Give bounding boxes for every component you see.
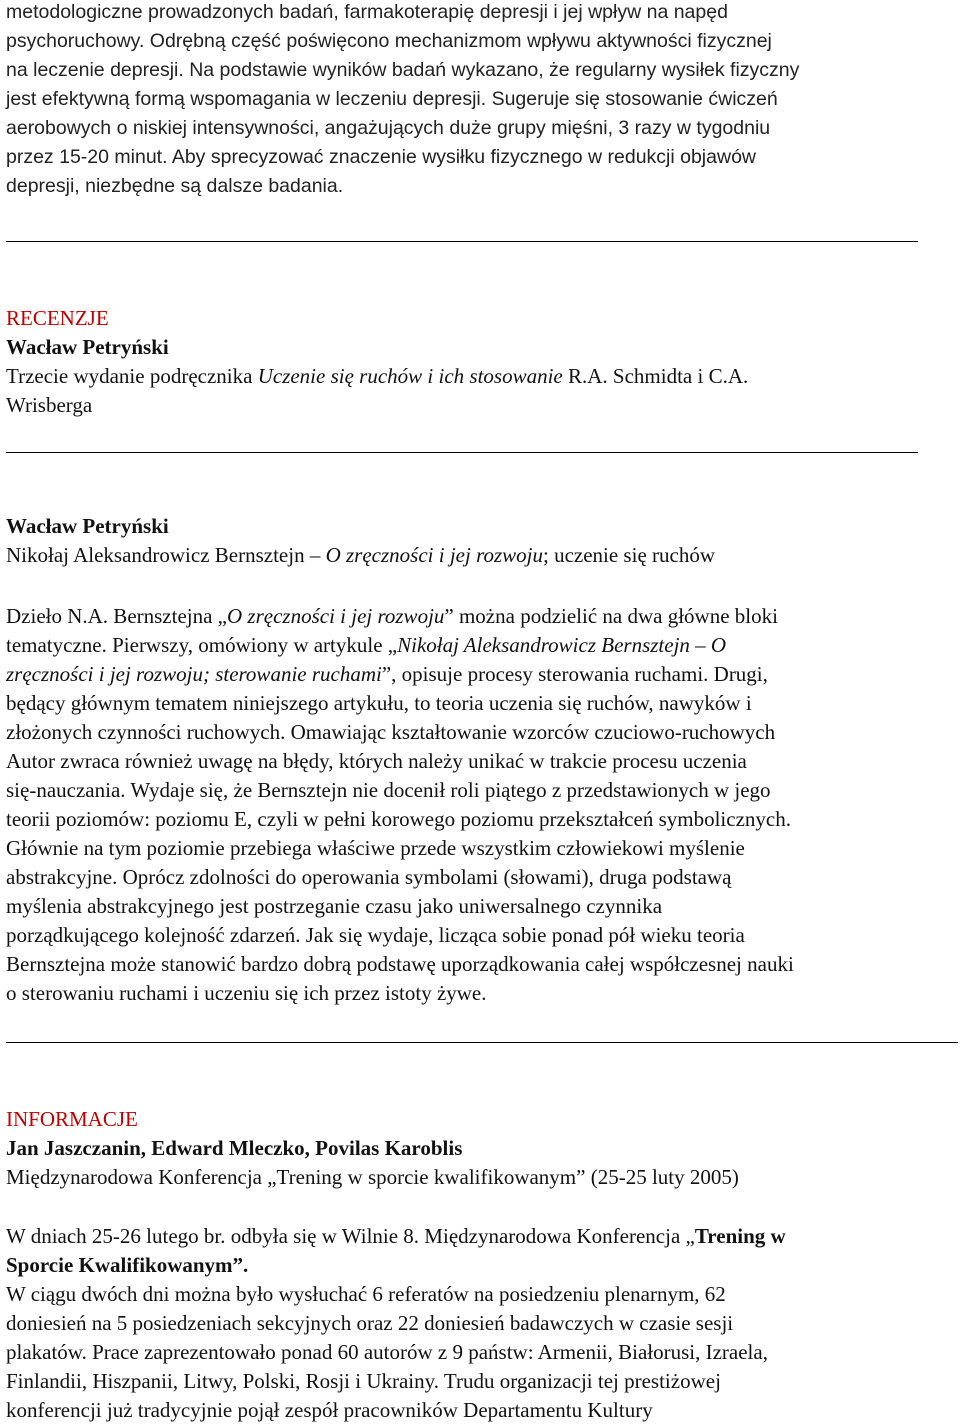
section-divider: [6, 452, 918, 453]
review-title-continued: Wrisberga: [6, 393, 93, 417]
body-text: Głównie na tym poziomie przebiega właściwe przede wszystkim człowiekowi myślenie: [6, 836, 745, 860]
intro-line: depresji, niezbędne są dalsze badania.: [6, 175, 344, 197]
body-text: ”, opisuje procesy sterowania ruchami. Drugi,: [381, 662, 768, 686]
info-text: [6, 1222, 956, 1251]
review-body-line: [6, 602, 956, 631]
conference-name: Trening w: [694, 1224, 786, 1248]
intro-line: psychoruchowy. Odrębną część poświęcono mechanizmom wpływu aktywności fizycznej: [6, 30, 772, 52]
info-line: Finlandii, Hiszpanii, Litwy, Polski, Rosji i Ukrainy. Trudu organizacji tej prestiżowej: [6, 1369, 721, 1393]
info-line: doniesień na 5 posiedzeniach sekcyjnych oraz 22 doniesień badawczych w czasie sesji: [6, 1311, 734, 1335]
info-line: konferencji już tradycyjnie pojął zespół pracowników Departamentu Kultury: [6, 1398, 653, 1422]
review-body-line: [6, 979, 956, 1008]
info-line: W ciągu dwóch dni można było wysłuchać 6 referatów na posiedzeniu plenarnym, 62: [6, 1282, 726, 1306]
intro-line: aerobowych o niskiej intensywności, angażujących duże grupy mięśni, 3 razy w tygodniu: [6, 117, 771, 139]
review-2: [6, 512, 956, 570]
review-body-line: [6, 718, 956, 747]
body-text: teorii poziomów: poziomu E, czyli w pełni korowego poziomu przekształceń symbolicznych.: [6, 807, 791, 831]
review-title-text: Nikołaj Aleksandrowicz Bernsztejn –: [6, 543, 326, 567]
review-body-line: [6, 747, 956, 776]
intro-line: przez 15-20 minut. Aby sprecyzować znaczenie wysiłku fizycznego w redukcji objawów: [6, 146, 756, 168]
intro-paragraph: [6, 0, 956, 201]
italic-citation: Nikołaj Aleksandrowicz Bernsztejn – O: [397, 633, 727, 657]
info-paragraph-2: [6, 1280, 956, 1425]
review-body-line: [6, 631, 956, 660]
info-section: [6, 1105, 956, 1192]
italic-citation: zręczności i jej rozwoju; sterowanie ruchami: [6, 662, 382, 686]
review-body-line: [6, 805, 956, 834]
book-title: O zręczności i jej rozwoju: [325, 543, 543, 567]
review-title-text: Trzecie wydanie podręcznika: [6, 364, 258, 388]
body-text: Autor zwraca również uwagę na błędy, których należy unikać w trakcie procesu uczenia: [6, 749, 747, 773]
intro-line: metodologiczne prowadzonych badań, farmakoterapię depresji i jej wpływ na napęd: [6, 1, 728, 23]
section-divider: [6, 1042, 958, 1043]
intro-line: jest efektywną formą wspomagania w leczeniu depresji. Sugeruje się stosowanie ćwiczeń: [6, 88, 778, 110]
review-body-line: [6, 950, 956, 979]
review-title-text: R.A. Schmidta i C.A.: [562, 364, 749, 388]
section-divider: [6, 241, 918, 242]
info-authors: Jan Jaszczanin, Edward Mleczko, Povilas Karoblis: [6, 1136, 463, 1160]
review-body-line: [6, 660, 956, 689]
review-title-text: ; uczenie się ruchów: [542, 543, 715, 567]
body-text: abstrakcyjne. Oprócz zdolności do operowania symbolami (słowami), druga podstawą: [6, 865, 732, 889]
body-text: myślenia abstrakcyjnego jest postrzeganie czasu jako uniwersalnego czynnika: [6, 894, 663, 918]
info-paragraph-1: [6, 1222, 956, 1280]
review-body-line: [6, 689, 956, 718]
review-body-line: [6, 921, 956, 950]
book-title: Uczenie się ruchów i ich stosowanie: [257, 364, 563, 388]
info-title: Międzynarodowa Konferencja „Trening w sporcie kwalifikowanym” (25-25 luty 2005): [6, 1165, 739, 1189]
body-text: Dzieło N.A. Bernsztejna „: [6, 604, 228, 628]
intro-line: na leczenie depresji. Na podstawie wyników badań wykazano, że regularny wysiłek fizyczny: [6, 59, 800, 81]
body-text: o sterowaniu ruchami i uczeniu się ich przez istoty żywe.: [6, 981, 487, 1005]
body-text: się-nauczania. Wydaje się, że Bernsztejn nie docenił roli piątego z przedstawionych w jego: [6, 778, 771, 802]
body-text: będący głównym tematem niniejszego artykułu, to teoria uczenia się ruchów, nawyków i: [6, 691, 752, 715]
body-text: tematyczne. Pierwszy, omówiony w artykule „: [6, 633, 398, 657]
reviews-section: [6, 304, 956, 420]
body-text: złożonych czynności ruchowych. Omawiając kształtowanie wzorców czuciowo-ruchowych: [6, 720, 776, 744]
review-body: [6, 602, 956, 1008]
conference-name-continued: Sporcie Kwalifikowanym”.: [6, 1253, 249, 1277]
body-text: Bernsztejna może stanowić bardzo dobrą podstawę uporządkowania całej współczesnej nauki: [6, 952, 794, 976]
section-heading: INFORMACJE: [6, 1107, 138, 1131]
review-title: [6, 541, 956, 570]
italic-citation: O zręczności i jej rozwoju: [227, 604, 445, 628]
section-heading: RECENZJE: [6, 306, 109, 330]
body-text: ” można podzielić na dwa główne bloki: [444, 604, 778, 628]
info-text-plain: W dniach 25-26 lutego br. odbyła się w Wilnie 8. Międzynarodowa Konferencja „: [6, 1224, 695, 1248]
review-body-line: [6, 892, 956, 921]
body-text: porządkującego kolejność zdarzeń. Jak się wydaje, licząca sobie ponad pół wieku teoria: [6, 923, 745, 947]
review-body-line: [6, 776, 956, 805]
review-title: [6, 362, 956, 391]
review-body-line: [6, 863, 956, 892]
review-author: Wacław Petryński: [6, 335, 169, 359]
review-body-line: [6, 834, 956, 863]
review-author: Wacław Petryński: [6, 514, 169, 538]
info-line: plakatów. Prace zaprezentowało ponad 60 autorów z 9 państw: Armenii, Białorusi, Izraela,: [6, 1340, 768, 1364]
